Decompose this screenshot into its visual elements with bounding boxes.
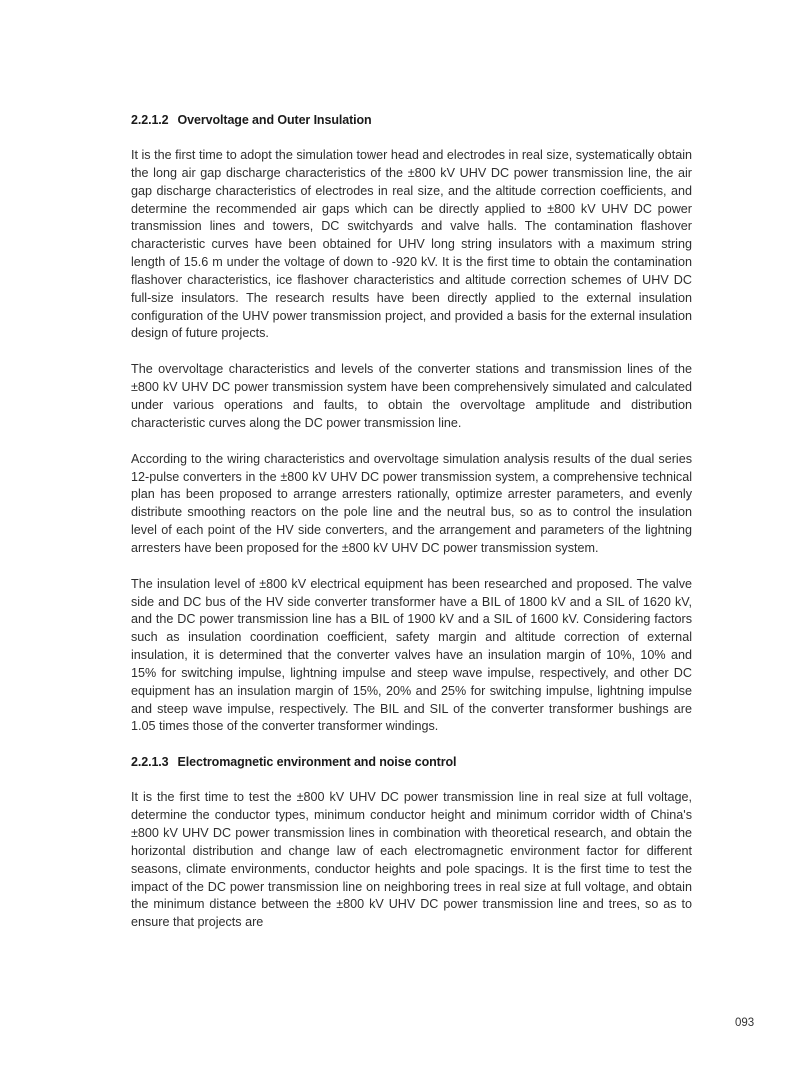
page-number: 093 xyxy=(735,1017,755,1029)
body-paragraph: The overvoltage characteristics and levels of the converter stations and transmission lines of the ±800 kV UHV DC power transmission system have been comprehensively simulated and calculated under various operations and faults, to obtain the overvoltage amplitude and distribution characteristic curves along the DC power transmission line. xyxy=(131,362,692,430)
section-number: 2.2.1.3 xyxy=(131,755,169,770)
body-paragraph: It is the first time to adopt the simulation tower head and electrodes in real size, systematically obtain the long air gap discharge characteristics of the ±800 kV UHV DC power transmission line, the air gap discharge characteristics of electrodes in real size, and the altitude correction coefficients, and determine the recommended air gaps which can be directly applied to ±800 kV UHV DC power transmission lines and towers, DC switchyards and valve halls. The contamination flashover characteristic curves have been obtained for UHV long string insulators with a maximum string length of 15.6 m under the voltage of down to -920 kV. It is the first time to obtain the contamination flashover characteristics, ice flashover characteristics and altitude correction schemes of UHV DC full-size insulators. The research results have been directly applied to the external insulation configuration of the UHV power transmission project, and provided a basis for the external insulation design of future projects. xyxy=(131,148,692,341)
section-heading xyxy=(131,111,692,129)
section-title: Overvoltage and Outer Insulation xyxy=(177,113,372,127)
section-title: Electromagnetic environment and noise control xyxy=(177,755,457,770)
body-paragraph: It is the first time to test the ±800 kV UHV DC power transmission line in real size at full voltage, determine the conductor types, minimum conductor height and minimum corridor width of China's ±800 kV UHV DC power transmission lines in combination with theoretical research, and obtain the horizontal distribution and change law of each electromagnetic environment factor for different seasons, climate environments, conductor heights and pole spacings. It is the first time to test the impact of the DC power transmission line on neighboring trees in real size at full voltage, and obtain the minimum distance between the ±800 kV UHV DC power transmission line and trees, so as to ensure that projects are xyxy=(131,790,692,930)
section-number: 2.2.1.2 xyxy=(131,113,169,127)
page-body xyxy=(131,111,692,932)
section-heading xyxy=(131,753,692,771)
body-paragraph: According to the wiring characteristics and overvoltage simulation analysis results of the dual series 12-pulse converters in the ±800 kV UHV DC power transmission system, a comprehensive technical plan has been proposed to arrange arresters rationally, optimize arrester parameters, and evenly distribute smoothing reactors on the pole line and the neutral bus, so as to control the insulation level of each point of the HV side converters, and the arrangement and parameters of the lightning arresters have been proposed for the ±800 kV UHV DC power transmission system. xyxy=(131,451,692,555)
body-paragraph: The insulation level of ±800 kV electrical equipment has been researched and proposed. The valve side and DC bus of the HV side converter transformer have a BIL of 1800 kV and a SIL of 1620 kV, and the DC power transmission line has a BIL of 1900 kV and a SIL of 1600 kV. Considering factors such as insulation coordination coefficient, safety margin and altitude correction of external insulation, it is determined that the converter valves have an insulation margin of 10%, 10% and 15% for switching impulse, lightning impulse and steep wave impulse, respectively, and other DC equipment has an insulation margin of 15%, 20% and 25% for switching impulse, lightning impulse and steep wave impulse, respectively. The BIL and SIL of the converter transformer bushings are 1.05 times those of the converter transformer windings. xyxy=(131,576,692,734)
